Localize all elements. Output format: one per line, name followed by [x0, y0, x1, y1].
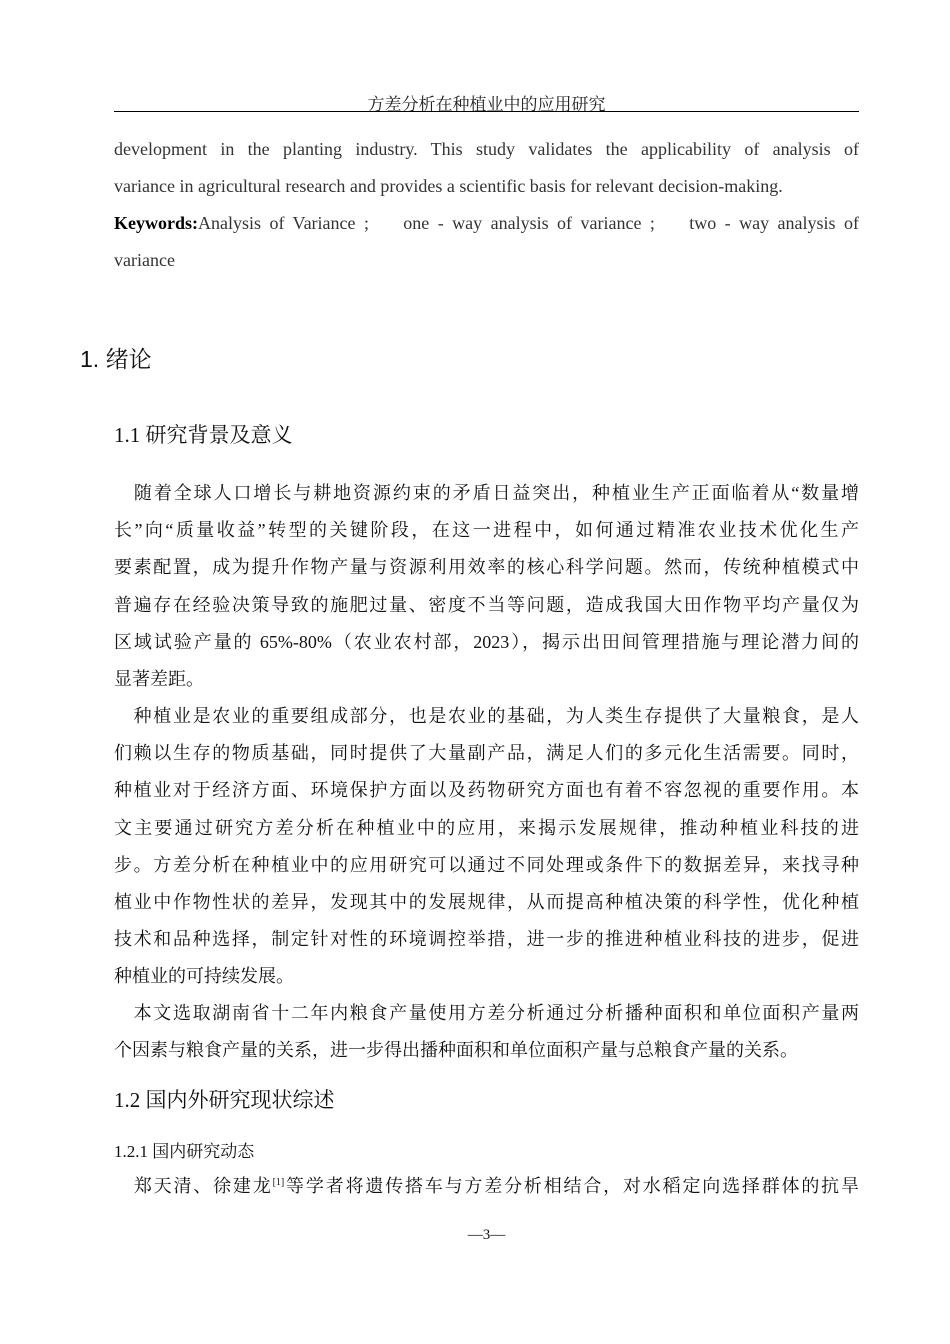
paragraph-line: 普遍存在经验决策导致的施肥过量、密度不当等问题，造成我国大田作物平均产量仅为	[114, 594, 859, 615]
text: 郑天清、徐建龙	[114, 1176, 273, 1196]
abstract-line: variance in agricultural research and provides a scientific basis for relevant decision-making.	[114, 176, 783, 196]
paragraph-line: 们赖以生存的物质基础，同时提供了大量副产品，满足人们的多元化生活需要。同时，	[114, 743, 859, 764]
page-number: —3—	[467, 1227, 506, 1243]
paragraph-line: 区域试验产量的 65%-80%（农业农村部，2023），揭示出田间管理措施与理论潜力间的	[114, 631, 859, 652]
section-heading-1-2: 1.2 国内外研究现状综述	[114, 1088, 335, 1112]
keywords-text: Analysis of Variance ; one - way analysis of variance ; two - way analysis of	[198, 213, 859, 233]
section-heading-1-1: 1.1 研究背景及意义	[114, 423, 293, 447]
paragraph-line: 长”向“质量收益”转型的关键阶段，在这一进程中，如何通过精准农业技术优化生产	[114, 520, 859, 541]
abstract-line: development in the planting industry. This study validates the applicability of analysis of	[114, 139, 859, 159]
paragraph-line: 种植业的可持续发展。	[114, 966, 294, 987]
paragraph-line: 随着全球人口增长与耕地资源约束的矛盾日益突出，种植业生产正面临着从“数量增	[114, 483, 859, 503]
header-rule	[114, 111, 859, 112]
paragraph-line: 本文选取湖南省十二年内粮食产量使用方差分析通过分析播种面积和单位面积产量两	[114, 1003, 859, 1023]
section-heading-1-2-1: 1.2.1 国内研究动态	[114, 1142, 255, 1161]
paragraph-line: 种植业对于经济方面、环境保护方面以及药物研究方面也有着不容忽视的重要作用。本	[114, 780, 859, 801]
section-heading-1: 1. 绪论	[80, 346, 152, 372]
paragraph-line: 显著差距。	[114, 669, 204, 689]
text: 等学者将遗传搭车与方差分析相结合，对水稻定向选择群体的抗旱	[284, 1176, 860, 1196]
paragraph-line: 步。方差分析在种植业中的应用研究可以通过不同处理或条件下的数据差异，来找寻种	[114, 854, 859, 875]
paragraph-line: 要素配置，成为提升作物产量与资源利用效率的核心科学问题。然而，传统种植模式中	[114, 557, 859, 578]
keywords-label: Keywords:	[114, 213, 198, 233]
paragraph-line: 种植业是农业的重要组成部分，也是农业的基础，为人类生存提供了大量粮食，是人	[114, 706, 859, 726]
paragraph-line: 个因素与粮食产量的关系，进一步得出播种面积和单位面积产量与总粮食产量的关系。	[114, 1040, 798, 1061]
keywords-line	[114, 211, 859, 235]
paragraph-line: 技术和品种选择，制定针对性的环境调控举措，进一步的推进种植业科技的进步，促进	[114, 929, 859, 950]
paragraph-line: 植业中作物性状的差异，发现其中的发展规律，从而提高种植决策的科学性，优化种植	[114, 892, 859, 912]
citation-link[interactable]: [1]	[272, 1177, 285, 1188]
paragraph-line	[114, 1174, 859, 1198]
paragraph-line: 文主要通过研究方差分析在种植业中的应用，来揭示发展规律，推动种植业科技的进	[114, 817, 859, 838]
keywords-line: variance	[114, 250, 175, 270]
running-header: 方差分析在种植业中的应用研究	[367, 95, 606, 114]
